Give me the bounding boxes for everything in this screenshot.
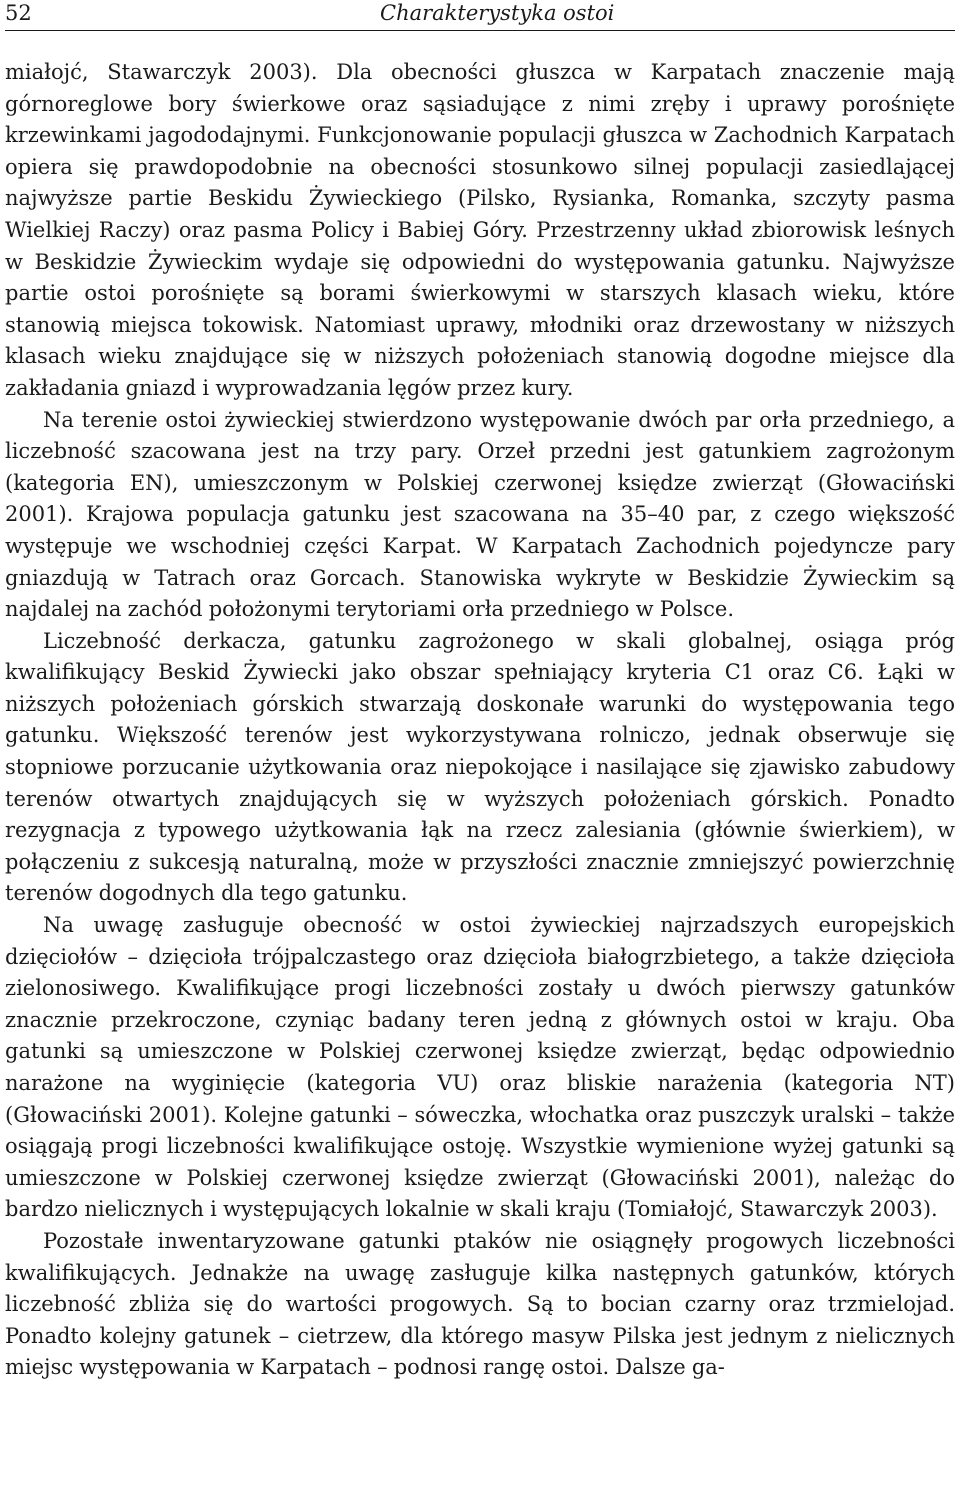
paragraph-golden-eagle: Na terenie ostoi żywieckiej stwierdzono występowanie dwóch par orła przedniego, a liczebność szacowana jest na trzy pary. Orzeł przedni jest gatunkiem zagrożonym (kategoria EN), umieszczonym w Polskiej czerwonej księdze zwierząt (Głowaciński 2001). Krajowa populacja gatunku jest szacowana na 35–40 par, z czego większość występuje we wschodniej części Karpat. W Karpatach Zachodnich pojedyncze pary gniazdują w Tatrach oraz Gorcach. Stanowiska wykryte w Beskidzie Żywieckim są najdalej na zachód położonymi terytoriami orła przedniego w Polsce.	[5, 407, 955, 622]
running-head-title: Charakterystyka ostoi	[380, 1, 615, 25]
body-text	[5, 57, 955, 1384]
paragraph-other-species: Pozostałe inwentaryzowane gatunki ptaków nie osiągnęły progowych liczebności kwalifikujących. Jednakże na uwagę zasługuje kilka następnych gatunków, których liczebność zbliża się do wartości progowych. Są to bocian czarny oraz trzmielojad. Ponadto kolejny gatunek – cietrzew, dla którego masyw Pilska jest jednym z nielicznych miejsc występowania w Karpatach – podnosi rangę ostoi. Dalsze ga-	[5, 1228, 955, 1380]
header-rule	[5, 30, 955, 31]
page-number: 52	[5, 1, 32, 25]
page-header	[0, 0, 960, 40]
paragraph-capercaillie: miałojć, Stawarczyk 2003). Dla obecności głuszca w Karpatach znaczenie mają górnoreglowe bory świerkowe oraz sąsiadujące z nimi zręby i uprawy porośnięte krzewinkami jagododajnymi. Funkcjonowanie populacji głuszca w Zachodnich Karpatach opiera się prawdopodobnie na obecności stosunkowo silnej populacji zasiedlającej najwyższe partie Beskidu Żywieckiego (Pilsko, Rysianka, Romanka, szczyty pasma Wielkiej Raczy) oraz pasma Policy i Babiej Góry. Przestrzenny układ zbiorowisk leśnych w Beskidzie Żywieckim wydaje się odpowiedni do występowania gatunku. Najwyższe partie ostoi porośnięte są borami świerkowymi w starszych klasach wieku, które stanowią miejsca tokowisk. Natomiast uprawy, młodniki oraz drzewostany w niższych klasach wieku znajdujące się w niższych położeniach stanowią dogodne miejsce dla zakładania gniazd i wyprowadzania lęgów przez kury.	[5, 60, 955, 400]
paragraph-corncrake: Liczebność derkacza, gatunku zagrożonego w skali globalnej, osiąga próg kwalifikujący Beskid Żywiecki jako obszar spełniający kryteria C1 oraz C6. Łąki w niższych położeniach górskich stwarzają doskonałe warunki do występowania tego gatunku. Większość terenów jest wykorzystywana rolniczo, jednak obserwuje się stopniowe porzucanie użytkowania oraz niepokojące i nasilające się zjawisko zabudowy terenów otwartych znajdujących się w wyższych położeniach górskich. Ponadto rezygnacja z typowego użytkowania łąk na rzecz zalesiania (głównie świerkiem), w połączeniu z sukcesją naturalną, może w przyszłości znacznie zmniejszyć powierzchnię terenów dogodnych dla tego gatunku.	[5, 628, 955, 906]
paragraph-woodpeckers: Na uwagę zasługuje obecność w ostoi żywieckiej najrzadszych europejskich dzięciołów – dzięcioła trójpalczastego oraz dzięcioła białogrzbietego, a także dzięcioła zielonosiwego. Kwalifikujące progi liczebności zostały u dwóch pierwszy gatunków znacznie przekroczone, czyniąc badany teren jedną z głównych ostoi w kraju. Oba gatunki są umieszczone w Polskiej czerwonej księdze zwierząt, będąc odpowiednio narażone na wyginięcie (kategoria VU) oraz bliskie narażenia (kategoria NT) (Głowaciński 2001). Kolejne gatunki – sóweczka, włochatka oraz puszczyk uralski – także osiągają progi liczebności kwalifikujące ostoję. Wszystkie wymienione wyżej gatunki są umieszczone w Polskiej czerwonej księdze zwierząt (Głowaciński 2001), należąc do bardzo nielicznych i występujących lokalnie w skali kraju (Tomiałojć, Stawarczyk 2003).	[5, 913, 955, 1222]
